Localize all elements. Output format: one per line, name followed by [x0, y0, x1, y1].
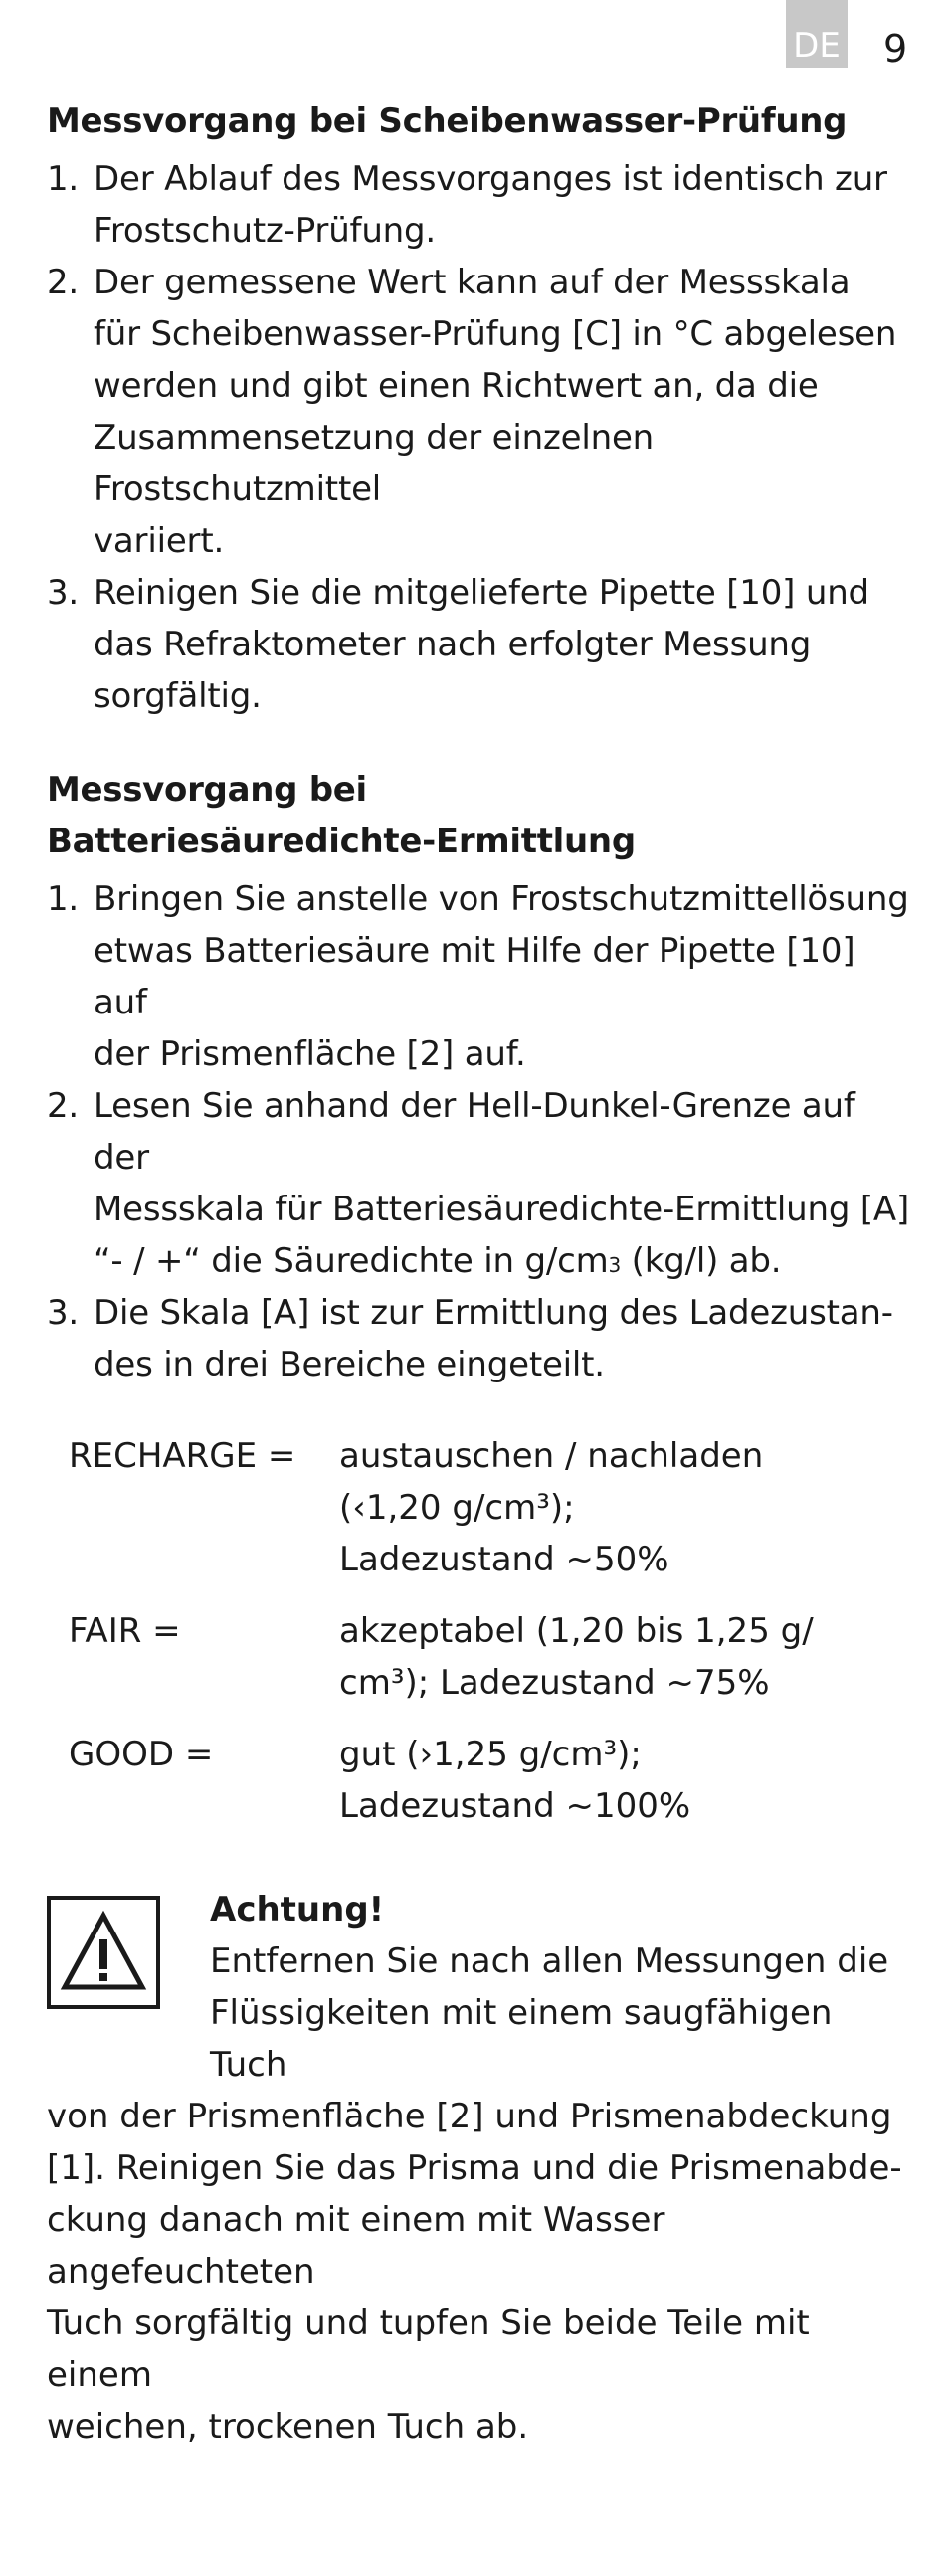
step-item — [47, 1080, 912, 1287]
warning-triangle-icon-graphic — [59, 1908, 148, 1997]
step-text: “- / +“ die Säuredichte in g/cm — [94, 1241, 609, 1281]
step-text: (kg/l) ab. — [621, 1241, 782, 1281]
warning-line: Flüssigkeiten mit einem saugfähigen Tuch — [210, 1993, 833, 2085]
step-line: der Prismenfläche [2] auf. — [94, 1034, 526, 1074]
step-number: 2. — [47, 263, 80, 302]
step-line: sorgfältig. — [94, 676, 262, 716]
range-line: austauschen / nachladen — [339, 1436, 764, 1476]
range-line: akzeptabel (1,20 bis 1,25 g/ — [339, 1611, 814, 1651]
section-title-line: Messvorgang bei — [47, 770, 367, 810]
warning-triangle-icon — [47, 1896, 160, 2009]
range-description — [339, 1430, 896, 1585]
section-title-line: Batteriesäuredichte-Ermittlung — [47, 822, 636, 861]
range-row-good — [69, 1729, 912, 1832]
step-line: variiert. — [94, 521, 225, 561]
range-row-fair — [69, 1605, 912, 1709]
step-line: Zusammensetzung der einzelnen Frostschutzmittel — [94, 418, 655, 509]
step-item — [47, 257, 912, 567]
range-row-recharge — [69, 1430, 912, 1585]
step-line: Messskala für Batteriesäuredichte-Ermittlung [A] — [94, 1190, 910, 1229]
step-line: werden und gibt einen Richtwert an, da die — [94, 366, 819, 406]
step-number: 2. — [47, 1086, 80, 1126]
step-list — [47, 873, 912, 1390]
step-line: Die Skala [A] ist zur Ermittlung des Ladezustan- — [94, 1293, 893, 1333]
step-number: 1. — [47, 879, 80, 919]
step-item — [47, 1287, 912, 1390]
step-list — [47, 153, 912, 722]
range-line: cm³); Ladezustand ~75% — [339, 1663, 770, 1703]
range-description — [339, 1729, 896, 1832]
superscript: 3 — [608, 1253, 622, 1277]
language-tab: DE — [786, 0, 848, 68]
range-label: FAIR = — [69, 1611, 181, 1651]
step-line: Frostschutz-Prüfung. — [94, 211, 437, 251]
warning-line: weichen, trockenen Tuch ab. — [47, 2407, 529, 2447]
step-number: 3. — [47, 1293, 80, 1333]
warning-line: von der Prismenfläche [2] und Prismenabdeckung — [47, 2097, 892, 2136]
warning-line: [1]. Reinigen Sie das Prisma und die Prismenabde- — [47, 2148, 902, 2188]
section-title — [47, 764, 912, 867]
warning-block — [47, 1884, 912, 2453]
range-label: RECHARGE = — [69, 1436, 296, 1476]
step-line: des in drei Bereiche eingeteilt. — [94, 1345, 605, 1384]
step-item — [47, 567, 912, 722]
step-line: Bringen Sie anstelle von Frostschutzmittellösung — [94, 879, 909, 919]
page-number: 9 — [883, 27, 908, 71]
charge-ranges — [69, 1430, 912, 1832]
range-label: GOOD = — [69, 1735, 214, 1774]
step-number: 1. — [47, 159, 80, 199]
range-line: Ladezustand ~100% — [339, 1786, 691, 1826]
step-line: etwas Batteriesäure mit Hilfe der Pipette [10] auf — [94, 931, 855, 1022]
step-line — [94, 1235, 912, 1287]
step-item — [47, 153, 912, 257]
range-description — [339, 1605, 896, 1709]
range-line: gut (›1,25 g/cm³); — [339, 1735, 642, 1774]
section-batteriesaeure — [47, 764, 912, 1390]
step-line: Lesen Sie anhand der Hell-Dunkel-Grenze auf der — [94, 1086, 855, 1178]
warning-line: Tuch sorgfältig und tupfen Sie beide Teile mit einem — [47, 2303, 810, 2395]
page-header — [0, 0, 949, 70]
section-scheibenwasser — [47, 95, 912, 722]
range-line: (‹1,20 g/cm³); — [339, 1488, 575, 1528]
section-title: Messvorgang bei Scheibenwasser-Prüfung — [47, 101, 848, 141]
step-line: das Refraktometer nach erfolgter Messung — [94, 625, 812, 664]
warning-line: ckung danach mit einem mit Wasser angefeuchteten — [47, 2200, 665, 2292]
document-content — [47, 95, 912, 2453]
step-number: 3. — [47, 573, 80, 613]
range-line: Ladezustand ~50% — [339, 1540, 669, 1579]
step-line: Der gemessene Wert kann auf der Messskala — [94, 263, 851, 302]
step-item — [47, 873, 912, 1080]
warning-line: Entfernen Sie nach allen Messungen die — [210, 1941, 889, 1981]
step-line: Der Ablauf des Messvorganges ist identisch zur — [94, 159, 887, 199]
warning-title: Achtung! — [210, 1890, 385, 1930]
step-line: für Scheibenwasser-Prüfung [C] in °C abgelesen — [94, 314, 897, 354]
step-line: Reinigen Sie die mitgelieferte Pipette [10] und — [94, 573, 869, 613]
